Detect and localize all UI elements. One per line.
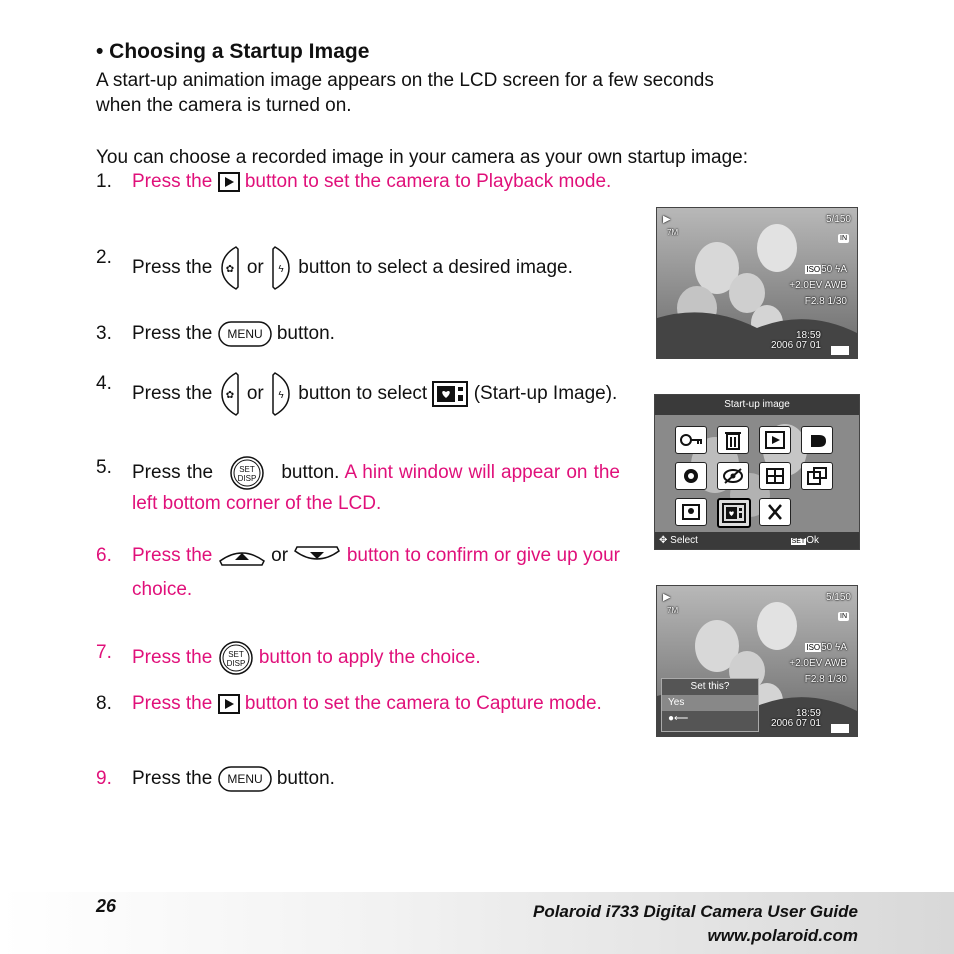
step-3 — [96, 321, 620, 347]
voice-memo-icon[interactable] — [675, 498, 707, 526]
menu-hint-bar — [655, 532, 859, 549]
dialog-option-back[interactable]: ●⟵ — [668, 713, 689, 724]
playback-icon: ▶ — [663, 592, 671, 603]
step-text: (Start-up Image). — [473, 383, 618, 405]
date-display: 2006 07 01 — [770, 718, 821, 729]
slideshow-icon[interactable] — [759, 426, 791, 454]
lcd-screen-playback — [656, 207, 858, 359]
step-number: 8. — [96, 693, 112, 714]
menu-button-icon — [218, 321, 272, 347]
svg-text:MENU: MENU — [226, 327, 263, 341]
svg-text:DISP: DISP — [237, 474, 257, 483]
svg-text:SET: SET — [227, 650, 244, 659]
step-number: 6. — [96, 545, 112, 566]
select-hint: ✥ Select — [659, 535, 698, 546]
page-number: 26 — [96, 896, 117, 916]
step-number: 9. — [96, 768, 112, 789]
step-text: Press the — [132, 768, 213, 790]
setup-tools-icon[interactable] — [759, 498, 791, 526]
intro-paragraph-2: You can choose a recorded image in your camera as your own startup image: — [96, 147, 748, 168]
copy-card-icon[interactable] — [759, 462, 791, 490]
svg-text:ϟ: ϟ — [278, 390, 284, 401]
redeye-icon[interactable] — [717, 462, 749, 490]
step-6 — [96, 539, 620, 607]
right-button-icon — [269, 371, 293, 417]
lcd-screen-menu — [654, 394, 860, 550]
playback-button-icon — [218, 172, 240, 192]
right-button-icon — [269, 245, 293, 291]
down-button-icon — [293, 545, 341, 567]
step-text: button to select a desired image. — [298, 257, 573, 279]
or-text: or — [271, 545, 289, 566]
step-text: Press the — [132, 323, 213, 345]
dpof-print-icon[interactable] — [675, 462, 707, 490]
image-counter: 5/150 — [825, 592, 851, 603]
iso-row: ISO50 ϟA — [806, 642, 847, 653]
step-text: Press the — [132, 462, 214, 484]
or-text: or — [246, 257, 264, 279]
left-button-icon — [218, 371, 242, 417]
step-number: 7. — [96, 642, 112, 663]
protect-key-icon[interactable] — [675, 426, 707, 454]
exposure-row: F2.8 1/30 — [804, 296, 847, 307]
ok-hint: SETOk — [791, 535, 819, 546]
step-7 — [96, 640, 620, 676]
startup-image-icon — [432, 381, 468, 407]
intro-line-2: when the camera is turned on. — [96, 95, 352, 116]
set-disp-button-icon — [229, 455, 265, 491]
step-4 — [96, 371, 620, 417]
step-number: 2. — [96, 247, 112, 268]
time-display: 18:59 — [795, 708, 821, 719]
menu-button-icon — [218, 766, 272, 792]
step-text: Press the — [132, 647, 213, 669]
time-display: 18:59 — [795, 330, 821, 341]
step-hint-text: A hint window will appear on the left bottom corner of the LCD. — [132, 462, 620, 514]
menu-title: Start-up image — [655, 395, 859, 415]
section-heading: • Choosing a Startup Image — [96, 40, 370, 63]
step-text: Press the — [132, 693, 213, 714]
step-number: 1. — [96, 171, 112, 192]
resize-icon[interactable] — [801, 462, 833, 490]
up-button-icon — [218, 545, 266, 567]
resolution-indicator: 7M — [667, 606, 679, 615]
resolution-indicator: 7M — [667, 228, 679, 237]
intro-line-1: A start-up animation image appears on the LCD screen for a few seconds — [96, 70, 714, 91]
startup-image-icon[interactable] — [717, 498, 751, 528]
step-8 — [96, 691, 620, 716]
step-number: 3. — [96, 323, 112, 344]
step-text: button to set the camera to Playback mode. — [244, 171, 612, 192]
iso-row: ISO50 ϟA — [806, 264, 847, 275]
footer-title-block — [533, 900, 858, 948]
or-text: or — [246, 383, 264, 405]
step-text: Press the — [132, 257, 213, 279]
step-text: Press the — [132, 171, 213, 192]
guide-title: Polaroid i733 Digital Camera User Guide — [532, 902, 858, 921]
lcd-screen-confirm — [656, 585, 858, 737]
step-text: Press the — [132, 545, 213, 566]
svg-text:✿: ✿ — [225, 264, 234, 275]
step-2 — [96, 245, 620, 291]
svg-text:ϟ: ϟ — [278, 264, 284, 275]
exposure-row: F2.8 1/30 — [804, 674, 847, 685]
step-text: button to select — [298, 383, 428, 405]
battery-icon — [831, 346, 849, 355]
svg-text:SET: SET — [239, 465, 256, 474]
memory-indicator: IN — [840, 613, 847, 620]
dpad-icon: ✥ — [659, 535, 668, 546]
battery-icon — [831, 724, 849, 733]
playback-icon: ▶ — [663, 214, 671, 225]
step-number: 5. — [96, 457, 112, 478]
step-text: button to set the camera to Capture mode. — [244, 693, 602, 714]
step-text: button to confirm or give up your choice. — [132, 545, 620, 600]
step-text: button. — [276, 323, 335, 345]
step-number: 4. — [96, 373, 112, 394]
left-button-icon — [218, 245, 242, 291]
confirm-dialog — [661, 678, 759, 732]
image-counter: 5/150 — [825, 214, 851, 225]
step-text: Press the — [132, 383, 213, 405]
set-disp-button-icon — [218, 640, 254, 676]
svg-text:DISP: DISP — [226, 659, 245, 668]
memory-indicator: IN — [840, 235, 847, 242]
ev-row: +2.0EV AWB — [789, 658, 847, 669]
delete-trash-icon[interactable] — [717, 426, 749, 454]
step-text: button. — [281, 462, 340, 484]
playback-button-icon — [218, 694, 240, 714]
svg-text:✿: ✿ — [225, 390, 234, 401]
step-text: button to apply the choice. — [258, 647, 481, 669]
rotate-icon[interactable] — [801, 426, 833, 454]
dialog-option-yes[interactable]: Yes — [662, 695, 758, 711]
intro-paragraph — [96, 68, 866, 118]
dialog-title: Set this? — [690, 681, 730, 692]
step-1 — [96, 169, 620, 194]
ev-row: +2.0EV AWB — [789, 280, 847, 291]
step-5 — [96, 455, 620, 516]
step-9 — [96, 766, 620, 792]
website-link: www.polaroid.com — [707, 926, 858, 945]
date-display: 2006 07 01 — [770, 340, 821, 351]
svg-text:MENU: MENU — [226, 772, 263, 786]
step-text: button. — [276, 768, 335, 790]
